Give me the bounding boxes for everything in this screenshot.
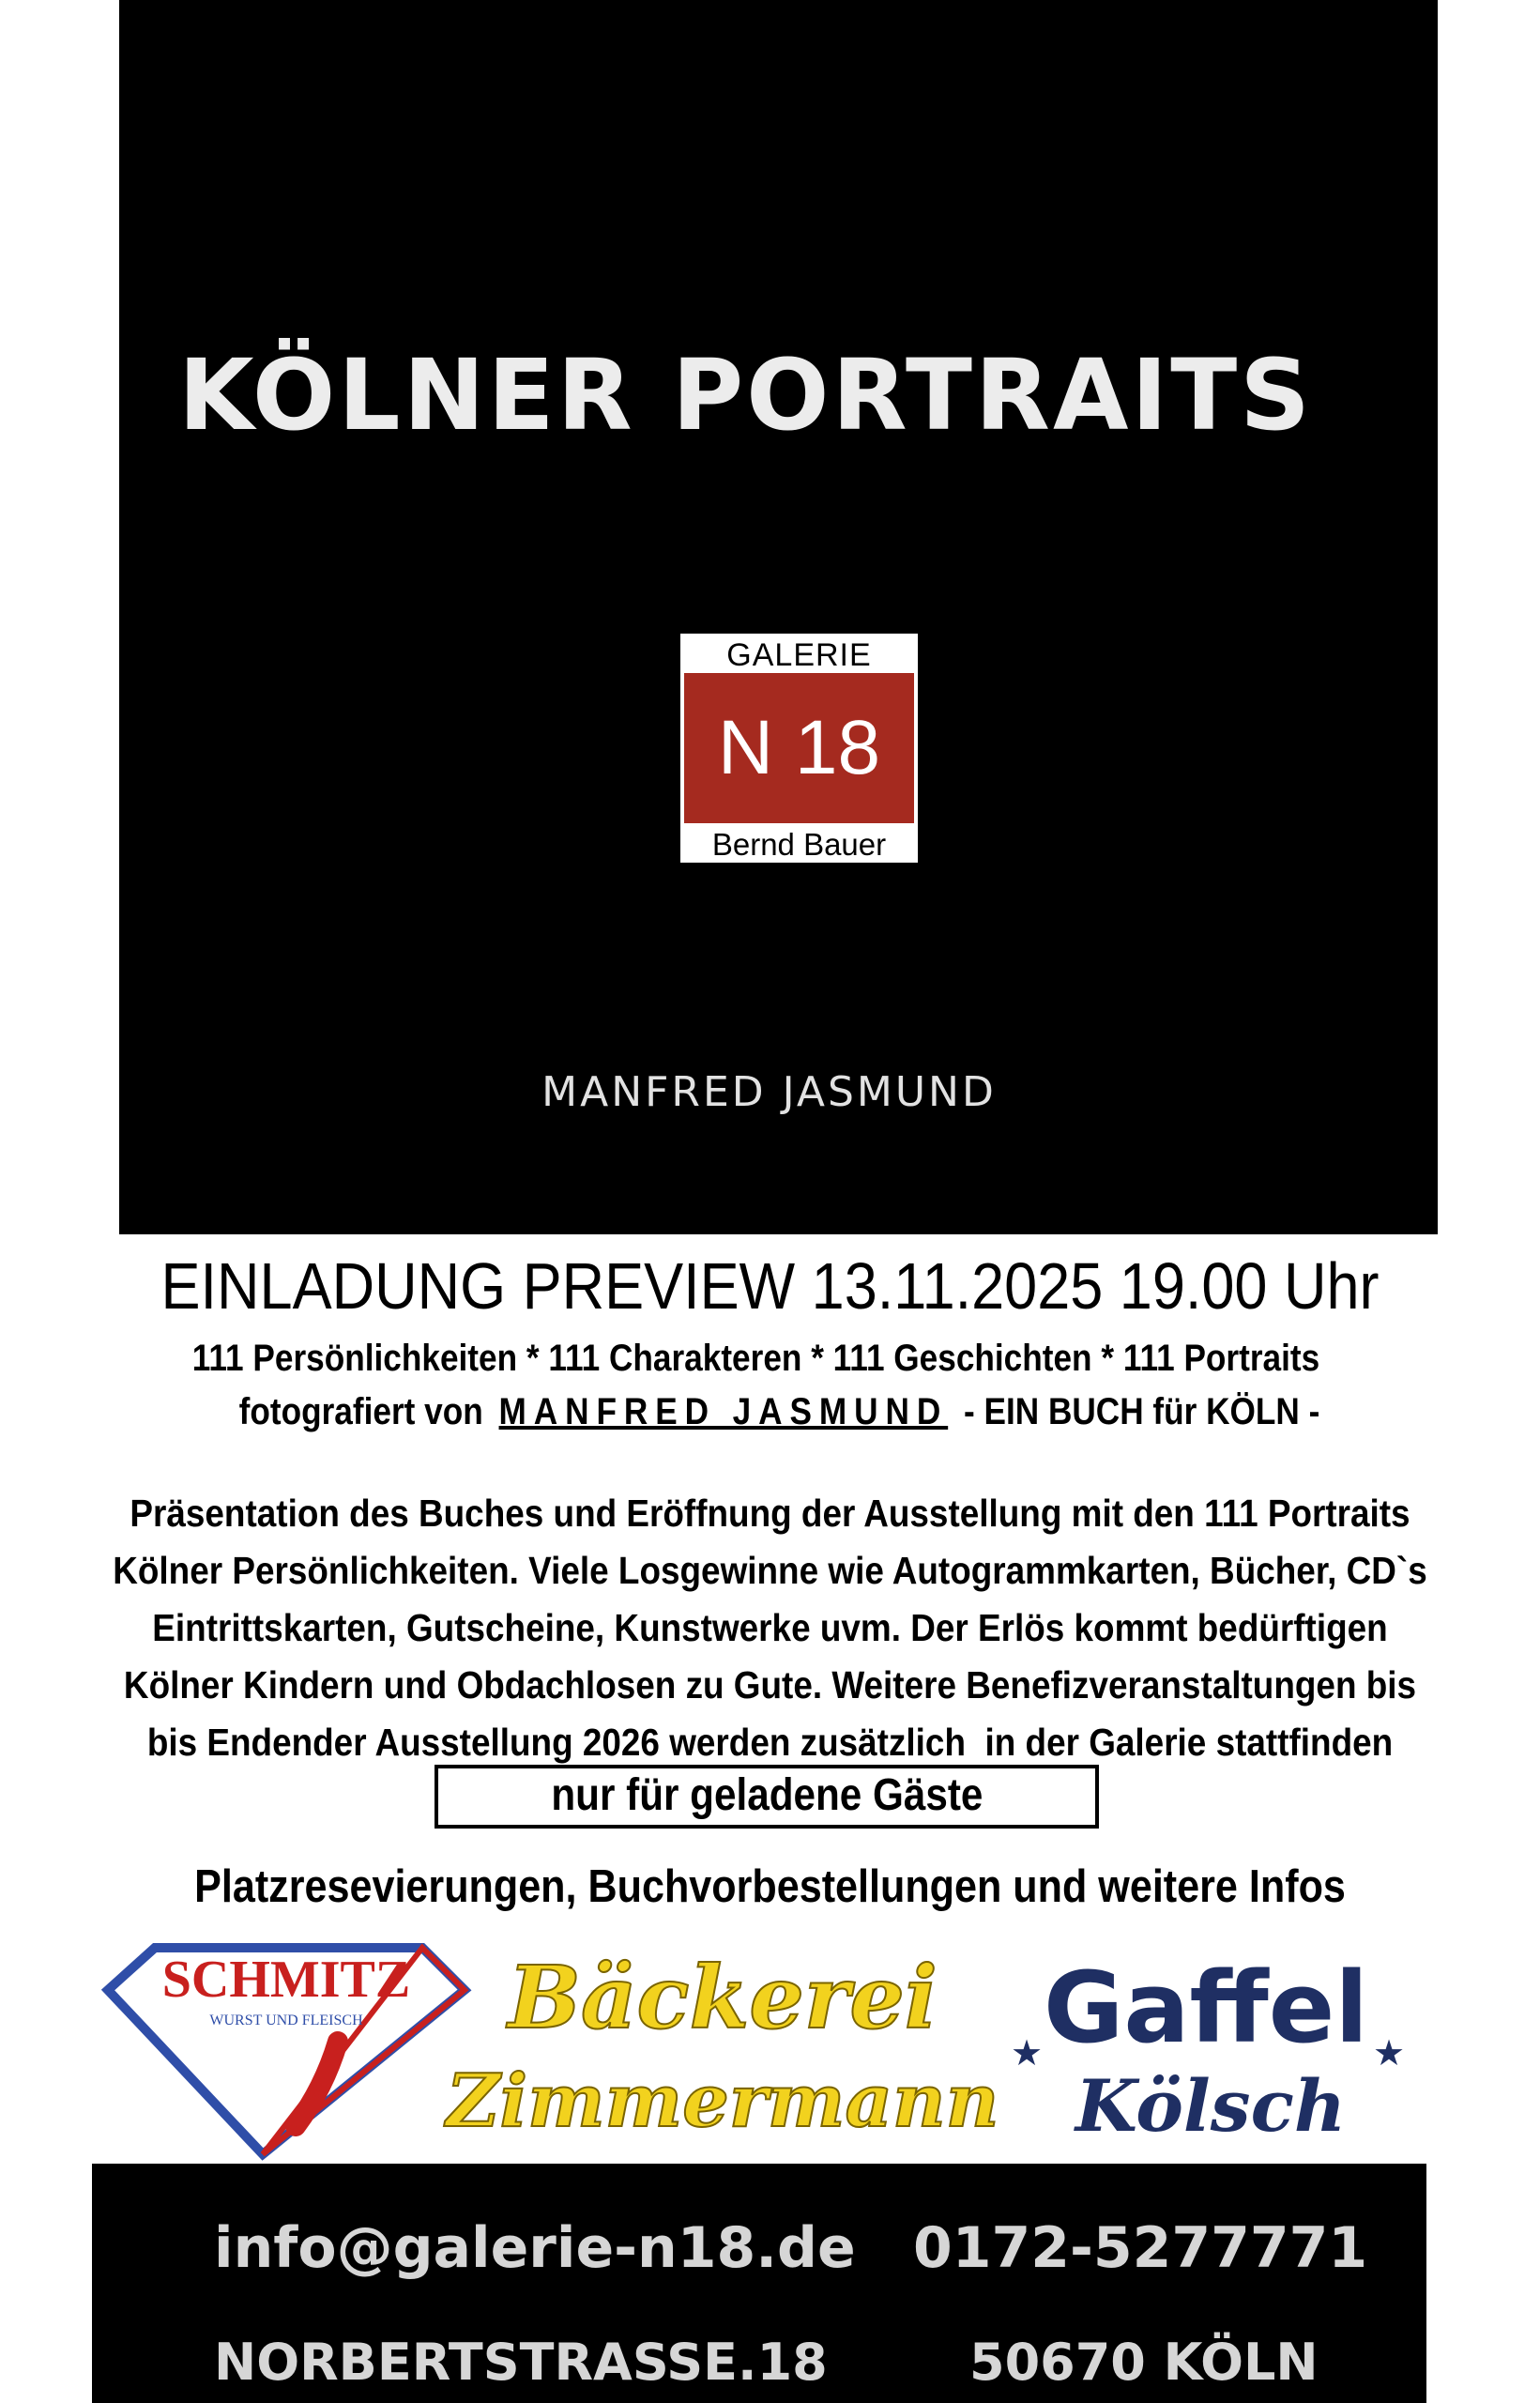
photographer-prefix: fotografiert von [238,1391,483,1432]
baeckerei-line2: Zimmermann [446,2059,999,2144]
photographer-suffix: - EIN BUCH für KÖLN - [964,1391,1320,1432]
schmitz-name: SCHMITZ [161,1951,411,2009]
logo-n18-box [684,673,914,823]
hero-panel [119,0,1438,1234]
exhibition-title: KÖLNER PORTRAITS [177,338,1314,452]
star-icon-right: ★ [1373,2034,1406,2074]
address-city: 50670 KÖLN [969,2333,1319,2392]
author-name: MANFRED JASMUND [541,1068,997,1116]
reservation-info: Platzresevierungen, Buchvorbestellungen und weitere Infos [194,1861,1346,1912]
guests-only-label: nur für geladene Gäste [550,1770,983,1820]
invitation-headline: EINLADUNG PREVIEW 13.11.2025 19.00 Uhr [160,1249,1380,1323]
contact-phone: 0172-5277771 [913,2215,1368,2281]
baeckerei-line1: Bäckerei [508,1947,938,2048]
galerie-n18-logo [680,634,918,863]
logo-n18-label: N 18 [717,705,881,790]
sausage-icon [296,2042,338,2126]
gaffel-wordmark: Gaffel [1044,1951,1368,2065]
star-icon-left: ★ [1011,2034,1044,2074]
contact-email: info@galerie-n18.de [214,2215,856,2281]
baeckerei-zimmermann-logo [446,1934,999,2154]
guests-only-box [435,1765,1099,1829]
schmitz-subtitle: WURST UND FLEISCH [209,2013,363,2028]
invitation-tagline: 111 Persönlichkeiten * 111 Charakteren * 111 Geschichten * 111 Portraits [191,1338,1320,1379]
photographer-line [101,1391,1456,1433]
contact-footer [92,2164,1426,2403]
event-description: Präsentation des Buches und Eröffnung der Ausstellung mit den 111 Portraits Kölner Persönlichkeiten. Viele Losgewinne wie Autogrammkarten, Bücher, CD`s Eintrittskarten, Gutscheine, Kunstwerke uvm. Der Erlös kommt bedürftigen Kölner Kindern und Obdachlosen zu Gute. Weitere Benefizveranstaltungen bis bis Endender Ausstellung 2026 werden zusätzlich in der Galerie stattfinden [113,1492,1427,1764]
logo-galerie-label: GALERIE [726,637,872,673]
gaffel-koelsch-logo [990,1943,1422,2168]
address-street: NORBERTSTRASSE.18 [214,2333,828,2392]
logo-owner-label: Bernd Bauer [711,827,887,862]
koelsch-wordmark: Kölsch [1075,2064,1347,2148]
schmitz-logo [103,1938,469,2164]
photographer-name: MANFRED JASMUND [498,1391,949,1432]
